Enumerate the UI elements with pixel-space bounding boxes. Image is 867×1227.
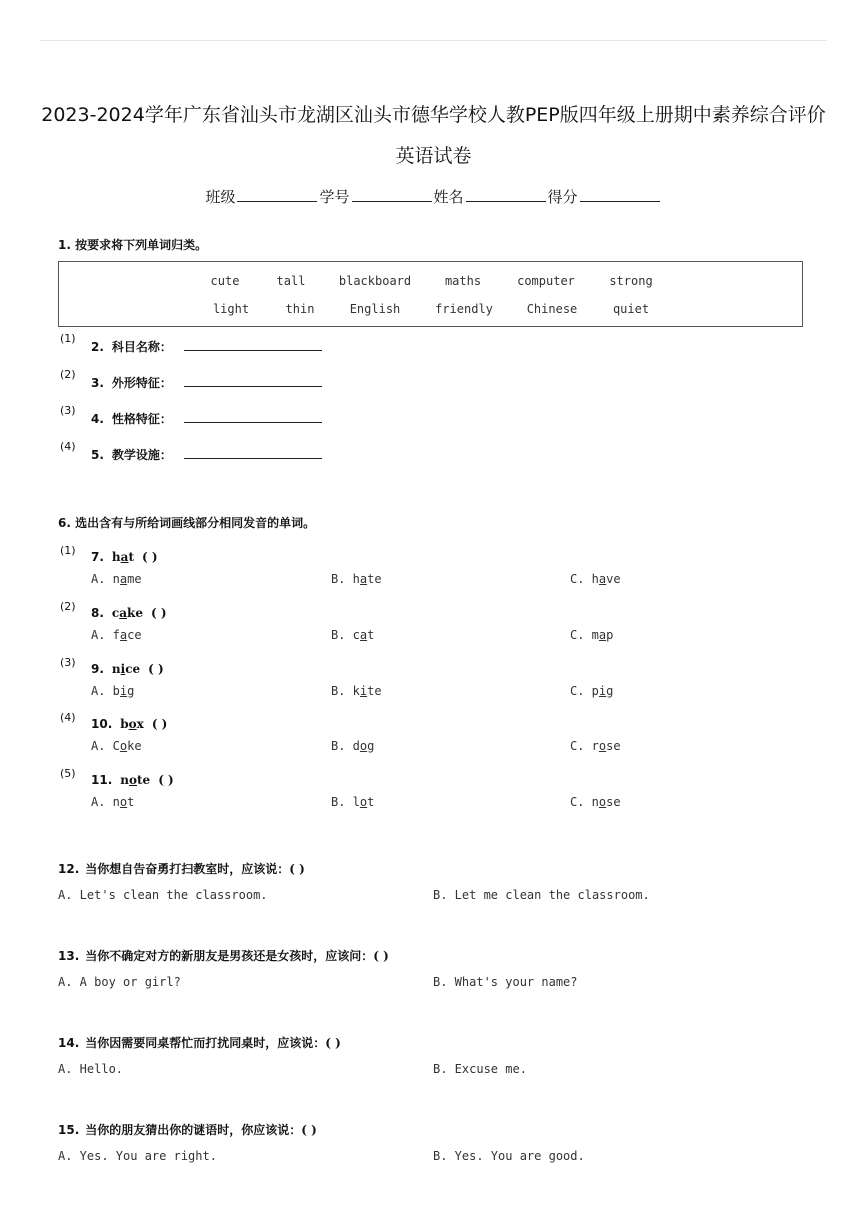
sub-question bbox=[91, 338, 172, 355]
sub-index: (4) bbox=[60, 440, 76, 453]
question-text: 当你想自告奋勇打扫教室时，应该说：( ) bbox=[85, 862, 305, 876]
option[interactable]: B. hate bbox=[331, 572, 382, 586]
sub-number: 2. bbox=[91, 340, 104, 354]
question-text: 选出含有与所给词画线部分相同发音的单词。 bbox=[75, 516, 316, 530]
sub-question bbox=[91, 446, 172, 463]
answer-line[interactable] bbox=[184, 458, 322, 459]
sub-index: (2) bbox=[60, 368, 76, 381]
word-box bbox=[58, 261, 803, 327]
question-text: 当你因需要同桌帮忙而打扰同桌时，应该说：( ) bbox=[85, 1036, 341, 1050]
underlined-letter: a bbox=[119, 572, 128, 586]
underlined-letter: i bbox=[598, 684, 607, 698]
question-number: 14. bbox=[58, 1036, 80, 1050]
sub-question bbox=[91, 550, 158, 564]
option[interactable]: C. have bbox=[570, 572, 621, 586]
option-b[interactable]: B. Excuse me. bbox=[433, 1062, 527, 1076]
underlined-letter: o bbox=[359, 739, 368, 753]
option[interactable]: B. kite bbox=[331, 684, 382, 698]
answer-line[interactable] bbox=[184, 422, 322, 423]
option[interactable]: B. cat bbox=[331, 628, 375, 642]
question bbox=[58, 860, 305, 877]
option[interactable]: B. lot bbox=[331, 795, 375, 809]
underlined-letter: o bbox=[119, 795, 128, 809]
option-b[interactable]: B. What's your name? bbox=[433, 975, 578, 989]
sub-index: (1) bbox=[60, 544, 76, 557]
option[interactable]: A. Coke bbox=[91, 739, 142, 753]
sub-number: 3. bbox=[91, 376, 104, 390]
option[interactable]: A. big bbox=[91, 684, 135, 698]
sub-number: 8. bbox=[91, 606, 104, 620]
question-number: 1. bbox=[58, 238, 71, 252]
option-a[interactable]: A. Yes. You are right. bbox=[58, 1149, 217, 1163]
underlined-letter: a bbox=[359, 628, 368, 642]
option-a[interactable]: A. Hello. bbox=[58, 1062, 124, 1076]
answer-paren[interactable]: ( ) bbox=[148, 662, 164, 676]
question-text: 当你不确定对方的新朋友是男孩还是女孩时，应该问：( ) bbox=[85, 949, 389, 963]
option[interactable]: A. name bbox=[91, 572, 142, 586]
sub-question bbox=[91, 717, 167, 731]
sub-index: (1) bbox=[60, 332, 76, 345]
option[interactable]: C. map bbox=[570, 628, 614, 642]
underlined-letter: a bbox=[598, 572, 607, 586]
answer-paren[interactable]: ( ) bbox=[150, 606, 167, 620]
underlined-letter: i bbox=[119, 684, 128, 698]
answer-line[interactable] bbox=[184, 386, 322, 387]
answer-paren[interactable]: ( ) bbox=[151, 717, 168, 731]
target-word: cake bbox=[111, 606, 143, 620]
word-item: Chinese bbox=[526, 302, 578, 316]
sub-index: (2) bbox=[60, 600, 76, 613]
option[interactable]: C. nose bbox=[570, 795, 621, 809]
option[interactable]: A. face bbox=[91, 628, 142, 642]
question-text: 当你的朋友猜出你的谜语时，你应该说：( ) bbox=[85, 1123, 317, 1137]
option[interactable]: A. not bbox=[91, 795, 135, 809]
class-field[interactable] bbox=[237, 187, 317, 202]
sub-question bbox=[91, 773, 174, 787]
underlined-letter: o bbox=[119, 739, 128, 753]
score-field[interactable] bbox=[580, 187, 660, 202]
question bbox=[58, 1034, 341, 1051]
sub-question bbox=[91, 606, 167, 620]
class-label: 班级 bbox=[205, 188, 236, 206]
target-word: nice bbox=[111, 662, 141, 676]
option-b[interactable]: B. Yes. You are good. bbox=[433, 1149, 585, 1163]
word-item: cute bbox=[210, 274, 240, 288]
underlined-letter: i bbox=[120, 662, 126, 676]
sub-number: 4. bbox=[91, 412, 104, 426]
option-a[interactable]: A. A boy or girl? bbox=[58, 975, 181, 989]
word-item: quiet bbox=[612, 302, 650, 316]
number-field[interactable] bbox=[352, 187, 432, 202]
word-item: friendly bbox=[435, 302, 493, 316]
underlined-letter: o bbox=[359, 795, 368, 809]
name-label: 姓名 bbox=[433, 188, 464, 206]
question bbox=[58, 947, 389, 964]
option[interactable]: B. dog bbox=[331, 739, 375, 753]
underlined-letter: o bbox=[598, 739, 607, 753]
sub-number: 11. bbox=[91, 773, 113, 787]
underlined-letter: i bbox=[359, 684, 368, 698]
word-item: computer bbox=[517, 274, 575, 288]
sub-number: 10. bbox=[91, 717, 113, 731]
sub-question bbox=[91, 374, 172, 391]
underlined-letter: o bbox=[128, 717, 137, 731]
sub-number: 7. bbox=[91, 550, 104, 564]
sub-label: 性格特征： bbox=[111, 412, 172, 426]
underlined-letter: a bbox=[120, 550, 129, 564]
underlined-letter: a bbox=[359, 572, 368, 586]
question-number: 12. bbox=[58, 862, 80, 876]
sub-index: (5) bbox=[60, 767, 76, 780]
word-item: blackboard bbox=[338, 274, 412, 288]
page-subtitle: 英语试卷 bbox=[395, 145, 472, 167]
question bbox=[58, 1121, 317, 1138]
question-number: 15. bbox=[58, 1123, 80, 1137]
underlined-letter: o bbox=[129, 773, 138, 787]
question-1 bbox=[58, 236, 207, 253]
sub-number: 9. bbox=[91, 662, 104, 676]
word-item: English bbox=[349, 302, 401, 316]
number-label: 学号 bbox=[319, 188, 350, 206]
question-number: 6. bbox=[58, 516, 71, 530]
underlined-letter: o bbox=[598, 795, 607, 809]
question-number: 13. bbox=[58, 949, 80, 963]
sub-index: (4) bbox=[60, 711, 76, 724]
sub-question bbox=[91, 410, 172, 427]
sub-index: (3) bbox=[60, 656, 76, 669]
question-6 bbox=[58, 514, 315, 531]
student-info bbox=[0, 186, 867, 207]
sub-label: 教学设施： bbox=[111, 448, 172, 462]
target-word: note bbox=[120, 773, 151, 787]
word-item: light bbox=[212, 302, 250, 316]
score-label: 得分 bbox=[547, 188, 578, 206]
option-a[interactable]: A. Let's clean the classroom. bbox=[58, 888, 268, 902]
underlined-letter: a bbox=[119, 606, 128, 620]
underlined-letter: a bbox=[119, 628, 128, 642]
word-item: strong bbox=[609, 274, 653, 288]
question-text: 按要求将下列单词归类。 bbox=[75, 238, 208, 252]
sub-index: (3) bbox=[60, 404, 76, 417]
sub-question bbox=[91, 662, 164, 676]
word-item: maths bbox=[444, 274, 482, 288]
option[interactable]: C. rose bbox=[570, 739, 621, 753]
underlined-letter: a bbox=[598, 628, 607, 642]
answer-line[interactable] bbox=[184, 350, 322, 351]
target-word: hat bbox=[111, 550, 134, 564]
sub-number: 5. bbox=[91, 448, 104, 462]
sub-label: 外形特征： bbox=[111, 376, 172, 390]
word-item: thin bbox=[285, 302, 315, 316]
target-word: box bbox=[120, 717, 144, 731]
word-item: tall bbox=[276, 274, 306, 288]
name-field[interactable] bbox=[466, 187, 546, 202]
answer-paren[interactable]: ( ) bbox=[158, 773, 174, 787]
sub-label: 科目名称： bbox=[111, 340, 172, 354]
top-divider bbox=[40, 40, 827, 41]
page-title: 2023-2024学年广东省汕头市龙湖区汕头市德华学校人教PEP版四年级上册期中素养综合评价 bbox=[41, 104, 826, 126]
option[interactable]: C. pig bbox=[570, 684, 614, 698]
answer-paren[interactable]: ( ) bbox=[141, 550, 158, 564]
option-b[interactable]: B. Let me clean the classroom. bbox=[433, 888, 650, 902]
